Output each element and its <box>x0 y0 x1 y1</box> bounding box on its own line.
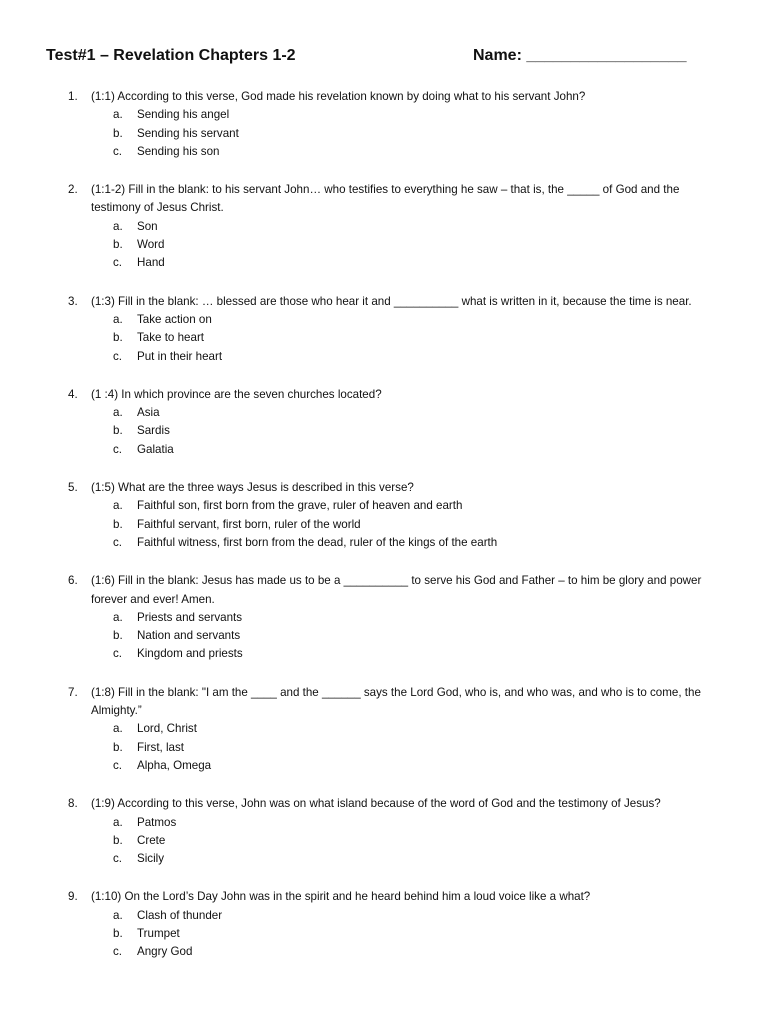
option-letter: c. <box>113 442 123 456</box>
question-2 <box>68 181 728 272</box>
answer-option <box>113 850 728 868</box>
question-3 <box>68 293 728 366</box>
option-text: Asia <box>137 406 160 420</box>
answer-option <box>113 143 728 161</box>
option-text: Kingdom and priests <box>137 647 243 661</box>
option-text: Sending his son <box>137 144 220 158</box>
option-text: Crete <box>137 833 166 847</box>
option-letter: b. <box>113 517 123 531</box>
answer-options <box>91 218 728 273</box>
question-1 <box>68 88 728 161</box>
option-text: Sicily <box>137 852 165 866</box>
option-letter: b. <box>113 238 123 252</box>
question-number: 7. <box>68 685 78 699</box>
name-field-label: Name: __________________ <box>473 47 687 64</box>
option-text: Faithful son, first born from the grave, ruler of heaven and earth <box>137 499 463 513</box>
answer-option <box>113 348 728 366</box>
option-letter: a. <box>113 610 123 624</box>
option-letter: b. <box>113 833 123 847</box>
answer-options <box>91 720 728 775</box>
answer-option <box>113 516 728 534</box>
answer-options <box>91 814 728 869</box>
option-letter: b. <box>113 126 123 140</box>
answer-option <box>113 645 728 663</box>
answer-options <box>91 404 728 459</box>
option-text: Alpha, Omega <box>137 758 212 772</box>
answer-option <box>113 814 728 832</box>
option-letter: c. <box>113 144 123 158</box>
option-text: Faithful witness, first born from the dead, ruler of the kings of the earth <box>137 535 498 549</box>
option-text: Take to heart <box>137 331 205 345</box>
option-text: Trumpet <box>137 926 180 940</box>
question-text: (1:6) Fill in the blank: Jesus has made us to be a __________ to serve his God and Father – to him be glory and power forever and ever! Amen. <box>91 574 702 606</box>
question-5 <box>68 479 728 552</box>
option-letter: a. <box>113 108 123 122</box>
option-letter: c. <box>113 349 123 363</box>
answer-option <box>113 441 728 459</box>
option-text: Word <box>137 238 165 252</box>
answer-option <box>113 534 728 552</box>
test-title: Test#1 – Revelation Chapters 1-2 <box>46 47 296 64</box>
option-text: Sending his servant <box>137 126 239 140</box>
answer-option <box>113 311 728 329</box>
question-text: (1:8) Fill in the blank: "I am the ____ and the ______ says the Lord God, who is, and who was, and who is to come, the Almighty.” <box>91 685 701 718</box>
option-text: Take action on <box>137 312 212 326</box>
option-letter: b. <box>113 424 123 438</box>
question-number: 4. <box>68 387 78 401</box>
question-7 <box>68 684 728 775</box>
answer-option <box>113 254 728 272</box>
answer-option <box>113 404 728 422</box>
answer-option <box>113 236 728 254</box>
option-letter: b. <box>113 629 123 643</box>
answer-option <box>113 757 728 775</box>
question-number: 6. <box>68 574 78 588</box>
answer-option <box>113 925 728 943</box>
answer-option <box>113 907 728 925</box>
answer-options <box>91 609 728 664</box>
question-9 <box>68 888 728 961</box>
question-list <box>68 88 728 982</box>
option-text: Son <box>137 219 158 233</box>
question-4 <box>68 386 728 459</box>
question-6 <box>68 572 728 663</box>
option-letter: a. <box>113 312 123 326</box>
question-text: (1:1) According to this verse, God made his revelation known by doing what to his servant John? <box>91 90 586 103</box>
answer-option <box>113 497 728 515</box>
answer-option <box>113 422 728 440</box>
option-text: Nation and servants <box>137 629 241 643</box>
answer-option <box>113 329 728 347</box>
option-letter: b. <box>113 926 123 940</box>
answer-options <box>91 311 728 366</box>
option-letter: a. <box>113 219 123 233</box>
option-text: Put in their heart <box>137 349 223 363</box>
test-header <box>46 47 726 71</box>
option-letter: b. <box>113 740 123 754</box>
question-text: (1:10) On the Lord’s Day John was in the spirit and he heard behind him a loud voice like a what? <box>91 890 591 904</box>
option-text: Clash of thunder <box>137 908 223 922</box>
answer-options <box>91 497 728 552</box>
option-text: Sardis <box>137 424 170 438</box>
option-letter: c. <box>113 256 123 270</box>
option-text: Hand <box>137 256 165 270</box>
answer-options <box>91 106 728 161</box>
question-number: 3. <box>68 294 78 308</box>
option-text: Faithful servant, first born, ruler of the world <box>137 517 361 531</box>
question-text: (1:9) According to this verse, John was on what island because of the word of God and the testimony of Jesus? <box>91 797 661 811</box>
option-letter: a. <box>113 722 123 736</box>
answer-option <box>113 609 728 627</box>
answer-option <box>113 739 728 757</box>
question-8 <box>68 795 728 868</box>
question-text: (1:3) Fill in the blank: … blessed are those who hear it and __________ what is written in it, because the time is near. <box>91 294 692 308</box>
question-number: 8. <box>68 797 78 811</box>
answer-option <box>113 943 728 961</box>
question-text: (1:1-2) Fill in the blank: to his servant John… who testifies to everything he saw – that is, the _____ of God and the testimony of Jesus Christ. <box>91 183 680 215</box>
option-letter: c. <box>113 647 123 661</box>
option-letter: c. <box>113 945 123 959</box>
option-letter: b. <box>113 331 123 345</box>
answer-option <box>113 832 728 850</box>
answer-option <box>113 218 728 236</box>
option-text: First, last <box>137 740 185 754</box>
question-number: 2. <box>68 183 78 197</box>
option-letter: a. <box>113 815 123 829</box>
answer-options <box>91 907 728 962</box>
question-number: 5. <box>68 481 78 495</box>
option-text: Angry God <box>137 945 193 959</box>
option-letter: a. <box>113 908 123 922</box>
question-number: 1. <box>68 90 78 103</box>
option-letter: a. <box>113 499 123 513</box>
question-text: (1:5) What are the three ways Jesus is described in this verse? <box>91 481 414 495</box>
option-letter: c. <box>113 535 123 549</box>
answer-option <box>113 125 728 143</box>
option-letter: a. <box>113 406 123 420</box>
option-text: Sending his angel <box>137 108 230 122</box>
option-text: Patmos <box>137 815 177 829</box>
option-text: Priests and servants <box>137 610 243 624</box>
question-text: (1 :4) In which province are the seven churches located? <box>91 387 382 401</box>
answer-option <box>113 627 728 645</box>
option-text: Lord, Christ <box>137 722 197 736</box>
question-number: 9. <box>68 890 78 904</box>
option-text: Galatia <box>137 442 174 456</box>
option-letter: c. <box>113 852 123 866</box>
option-letter: c. <box>113 758 123 772</box>
answer-option <box>113 106 728 124</box>
answer-option <box>113 720 728 738</box>
